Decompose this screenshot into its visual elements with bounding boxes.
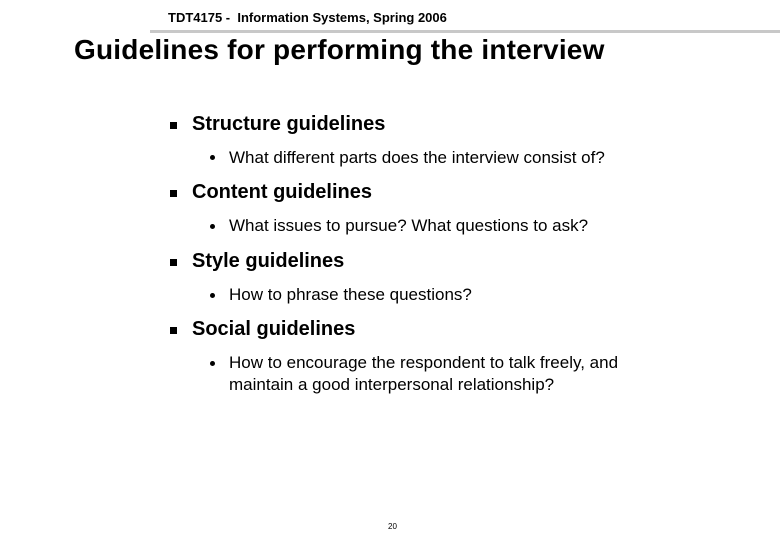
sub-bullet-content-text: What issues to pursue? What questions to ask? — [229, 216, 589, 235]
bullet-square-icon — [170, 327, 177, 334]
bullet-square-icon — [170, 259, 177, 266]
sub-bullet-dot-icon — [210, 155, 215, 160]
bullet-structure-guidelines: Structure guidelines — [192, 113, 386, 135]
bullet-social-guidelines: Social guidelines — [192, 318, 356, 340]
bullet-square-icon — [170, 122, 177, 129]
bullet-square-icon — [170, 190, 177, 197]
sub-bullet-dot-icon — [210, 293, 215, 298]
sub-bullet-social-text-line2: maintain a good interpersonal relationship? — [229, 375, 555, 394]
bullet-style-guidelines: Style guidelines — [192, 250, 345, 272]
course-header: TDT4175 - Information Systems, Spring 2006 — [168, 10, 447, 25]
sub-bullet-dot-icon — [210, 224, 215, 229]
bullet-content-guidelines: Content guidelines — [192, 181, 372, 203]
slide-title: Guidelines for performing the interview — [74, 34, 605, 65]
sub-bullet-style-text: How to phrase these questions? — [229, 285, 472, 304]
sub-bullet-social-text-line1: How to encourage the respondent to talk freely, and — [229, 353, 619, 372]
page-number: 20 — [388, 522, 397, 531]
header-divider — [150, 30, 780, 33]
sub-bullet-dot-icon — [210, 361, 215, 366]
sub-bullet-structure-text: What different parts does the interview consist of? — [229, 148, 605, 167]
